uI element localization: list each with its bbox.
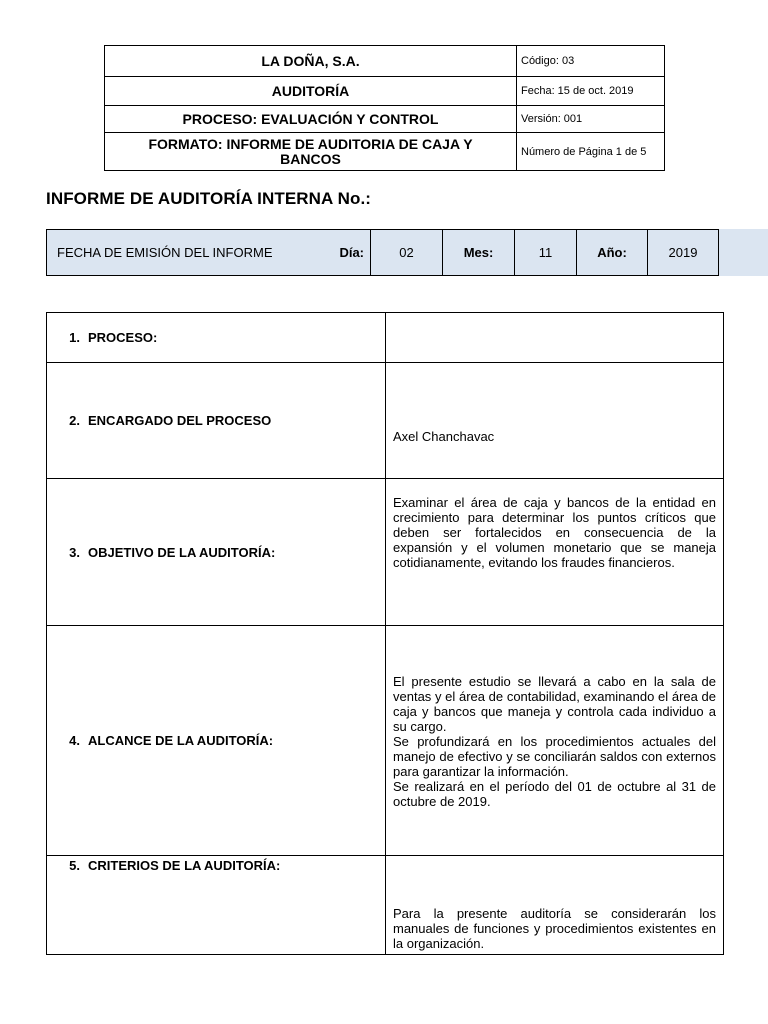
report-title: INFORME DE AUDITORÍA INTERNA No.: [46,189,372,208]
section-label [48,733,384,748]
year-label: Año: [577,230,648,276]
month-value-cell: 11 [515,230,577,276]
emission-label [47,230,371,276]
scope-line-2: Se profundizará en los procedimientos actuales del manejo de efectivo y se conciliarán saldos con externos para garantizar la información. [393,734,716,779]
audit-report-table [46,312,724,955]
section-title: ALCANCE DE LA AUDITORÍA: [88,733,274,748]
section-title: CRITERIOS DE LA AUDITORÍA: [88,858,281,873]
document-version: Versión: 001 [517,106,665,133]
month-label: Mes: [443,230,515,276]
section-number: 2. [69,413,80,428]
criteria-value-cell [386,856,724,955]
section-label-cell [47,626,386,856]
document-header-table [104,45,665,171]
emission-date-table [46,229,768,276]
section-number: 3. [69,544,80,560]
table-row [47,856,724,955]
document-date: Fecha: 15 de oct. 2019 [517,77,665,106]
process-value [386,313,724,363]
year-value: 2019 [648,230,719,276]
section-title: ENCARGADO DEL PROCESO [88,413,272,428]
document-code: Código: 03 [517,46,665,77]
table-row [47,363,724,479]
section-number: 4. [69,733,80,748]
format-name: FORMATO: INFORME DE AUDITORIA DE CAJA Y BANCOS [105,133,517,171]
section-label-cell [47,479,386,626]
section-label [48,330,384,345]
owner-value-cell [386,363,724,479]
scope-value-cell [386,626,724,856]
owner-value: Axel Chanchavac [393,429,495,444]
day-value: 02 [371,230,443,276]
section-label [48,413,384,428]
section-label-cell [47,856,386,955]
scope-line-3: Se realizará en el período del 01 de octubre al 31 de octubre de 2019. [393,779,716,809]
table-row [47,313,724,363]
table-row [47,626,724,856]
company-name: LA DOÑA, S.A. [105,46,517,77]
table-row [47,479,724,626]
department-name: AUDITORÍA [105,77,517,106]
page-number: Número de Página 1 de 5 [517,133,665,171]
process-name: PROCESO: EVALUACIÓN Y CONTROL [105,106,517,133]
section-title: OBJETIVO DE LA AUDITORÍA: [88,544,276,560]
section-label [48,545,384,560]
section-label-cell [47,313,386,363]
criteria-value: Para la presente auditoría se considerarán los manuales de funciones y procedimientos existentes en la organización. [393,906,716,951]
section-number: 1. [69,330,80,345]
section-label [48,858,384,873]
section-number: 5. [69,858,80,873]
emission-label-text: FECHA DE EMISIÓN DEL INFORME [57,245,273,260]
objective-value: Examinar el área de caja y bancos de la entidad en crecimiento para determinar los puntos críticos que deben ser fortalecidos en consecuencia de la expansión y el volumen monetario que se maneja cotidianamente, evitando los fraudes financieros. [393,495,716,570]
scope-line-1: El presente estudio se llevará a cabo en la sala de ventas y el área de contabilidad, examinando el área de caja y bancos que maneja y controla cada individuo a su cargo. [393,674,716,734]
section-title: PROCESO: [88,330,158,345]
section-label-cell [47,363,386,479]
day-label: Día: [339,245,364,260]
objective-value-cell [386,479,724,626]
